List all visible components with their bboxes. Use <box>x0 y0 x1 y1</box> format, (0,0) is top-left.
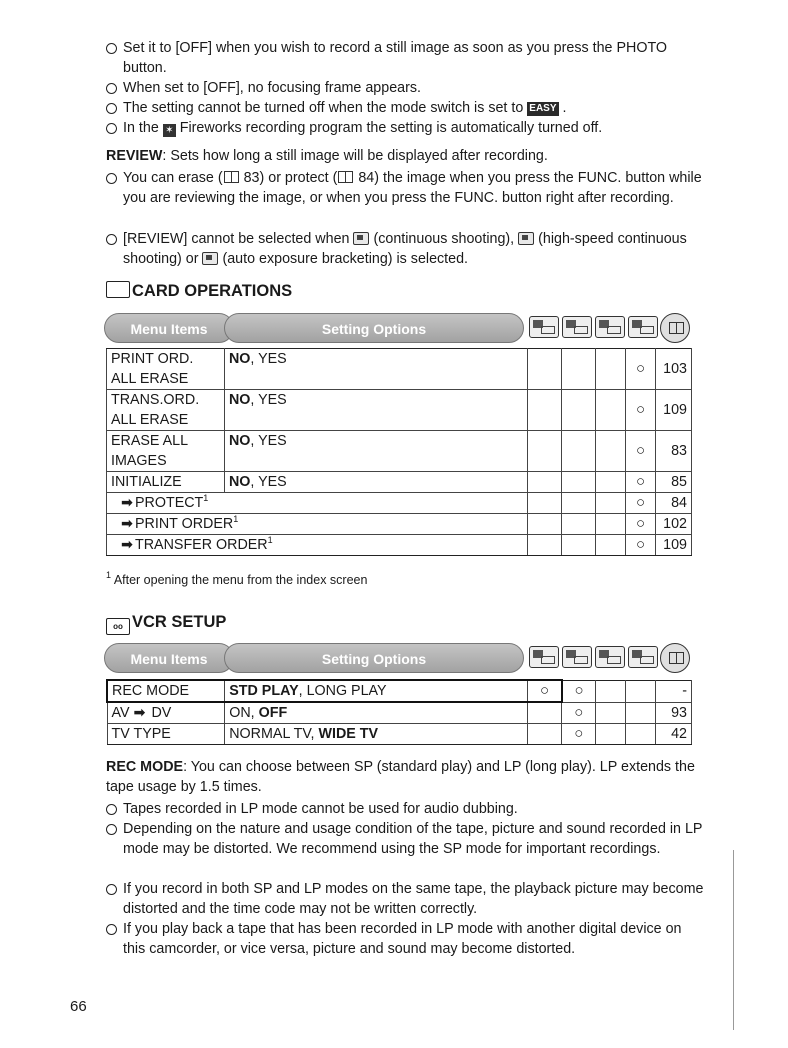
table-row: ➡ TRANSFER ORDER$^1$ ○ 109 <box>107 535 692 556</box>
footnote: $^1$ After opening the menu from the index screen <box>106 570 368 587</box>
table-row: TV TYPE NORMAL TV, WIDE TV ○ 42 <box>107 724 692 745</box>
bullet-lp-distortion: Depending on the nature and usage condition of the tape, picture and sound recorded in LP mode may be distorted. We recommend using the SP mode for important recordings. <box>106 819 706 859</box>
book-reference-icon <box>224 171 239 183</box>
circle-bullet-icon <box>106 173 117 184</box>
circle-bullet-icon <box>106 43 117 54</box>
auto-exposure-bracketing-icon <box>202 252 218 265</box>
page-reference-header <box>660 643 690 673</box>
circle-bullet-icon <box>106 884 117 895</box>
card-operations-title: CARD OPERATIONS <box>106 280 292 302</box>
easy-mode-icon: EASY <box>529 103 557 114</box>
camera-tape-mode-icon <box>529 316 559 338</box>
play-tape-mode-icon <box>562 316 592 338</box>
right-arrow-icon: ➡ <box>121 516 133 532</box>
rec-mode-paragraph: REC MODE: You can choose between SP (standard play) and LP (long play). LP extends the tape usage by 1.5 times. <box>106 759 695 795</box>
bullet-mode-switch: The setting cannot be turned off when the mode switch is set to EASY . <box>106 98 706 118</box>
card-icon <box>106 281 130 298</box>
circle-bullet-icon <box>106 924 117 935</box>
book-reference-icon <box>669 322 684 334</box>
right-arrow-icon: ➡ <box>133 705 146 721</box>
camera-card-mode-icon <box>595 316 625 338</box>
table-row: ERASE ALL IMAGES NO, YES ○ 83 <box>107 431 692 472</box>
bullet-review-select: [REVIEW] cannot be selected when (continuous shooting), (high-speed continuous shooting) or (auto exposure bracketing) is selected. <box>106 229 706 269</box>
card-table-header <box>104 313 690 343</box>
play-tape-mode-icon <box>562 646 592 668</box>
menu-items-header: Menu Items <box>104 313 234 343</box>
play-card-mode-icon <box>628 646 658 668</box>
circle-bullet-icon <box>106 234 117 245</box>
right-arrow-icon: ➡ <box>121 495 133 511</box>
table-row: ➡ PROTECT$^1$ ○ 84 <box>107 493 692 514</box>
camera-tape-mode-icon <box>529 646 559 668</box>
page-number: 66 <box>70 998 87 1015</box>
setting-options-header: Setting Options <box>224 313 524 343</box>
circle-bullet-icon <box>106 804 117 815</box>
table-row: PRINT ORD. ALL ERASE NO, YES ○ 103 <box>107 349 692 390</box>
bullet-off-setting: Set it to [OFF] when you wish to record a still image as soon as you press the PHOTO button. <box>106 38 706 78</box>
high-speed-continuous-icon <box>518 232 534 245</box>
bullet-lp-dubbing: Tapes recorded in LP mode cannot be used for audio dubbing. <box>106 799 706 819</box>
circle-bullet-icon <box>106 123 117 134</box>
circle-bullet-icon <box>106 103 117 114</box>
fireworks-icon: ✶ <box>163 124 176 137</box>
table-row: ➡ PRINT ORDER$^1$ ○ 102 <box>107 514 692 535</box>
bullet-review-erase: You can erase ( 83) or protect ( 84) the image when you press the FUNC. button while you are reviewing the image, or when you press the FUNC. button right after recording. <box>106 168 706 208</box>
circle-bullet-icon <box>106 83 117 94</box>
tape-icon: oo <box>106 618 130 635</box>
bullet-fireworks: In the ✶ Fireworks recording program the setting is automatically turned off. <box>106 118 706 138</box>
vcr-table-header <box>104 643 690 673</box>
page-reference-header <box>660 313 690 343</box>
right-arrow-icon: ➡ <box>121 537 133 553</box>
book-reference-icon <box>669 652 684 664</box>
setting-options-header: Setting Options <box>224 643 524 673</box>
bullet-mixed-modes: If you record in both SP and LP modes on the same tape, the playback picture may become distorted and the time code may not be written correctly. <box>106 879 706 919</box>
continuous-shooting-icon <box>353 232 369 245</box>
bullet-other-device: If you play back a tape that has been recorded in LP mode with another digital device on this camcorder, or vice versa, picture and sound may become distorted. <box>106 919 706 959</box>
table-row: REC MODE STD PLAY, LONG PLAY ○ ○ - <box>107 680 692 702</box>
book-reference-icon <box>338 171 353 183</box>
card-operations-table <box>106 348 692 556</box>
table-row: INITIALIZE NO, YES ○ 85 <box>107 472 692 493</box>
menu-items-header: Menu Items <box>104 643 234 673</box>
review-paragraph: REVIEW: Sets how long a still image will be displayed after recording. <box>106 148 548 164</box>
bullet-focus-frame: When set to [OFF], no focusing frame appears. <box>106 78 706 98</box>
circle-bullet-icon <box>106 824 117 835</box>
play-card-mode-icon <box>628 316 658 338</box>
table-row: AV ➡ DV ON, OFF ○ 93 <box>107 702 692 724</box>
vcr-setup-table <box>106 679 692 745</box>
margin-rule <box>733 850 734 1030</box>
table-row: TRANS.ORD. ALL ERASE NO, YES ○ 109 <box>107 390 692 431</box>
camera-card-mode-icon <box>595 646 625 668</box>
vcr-setup-title: oo VCR SETUP <box>106 611 226 635</box>
